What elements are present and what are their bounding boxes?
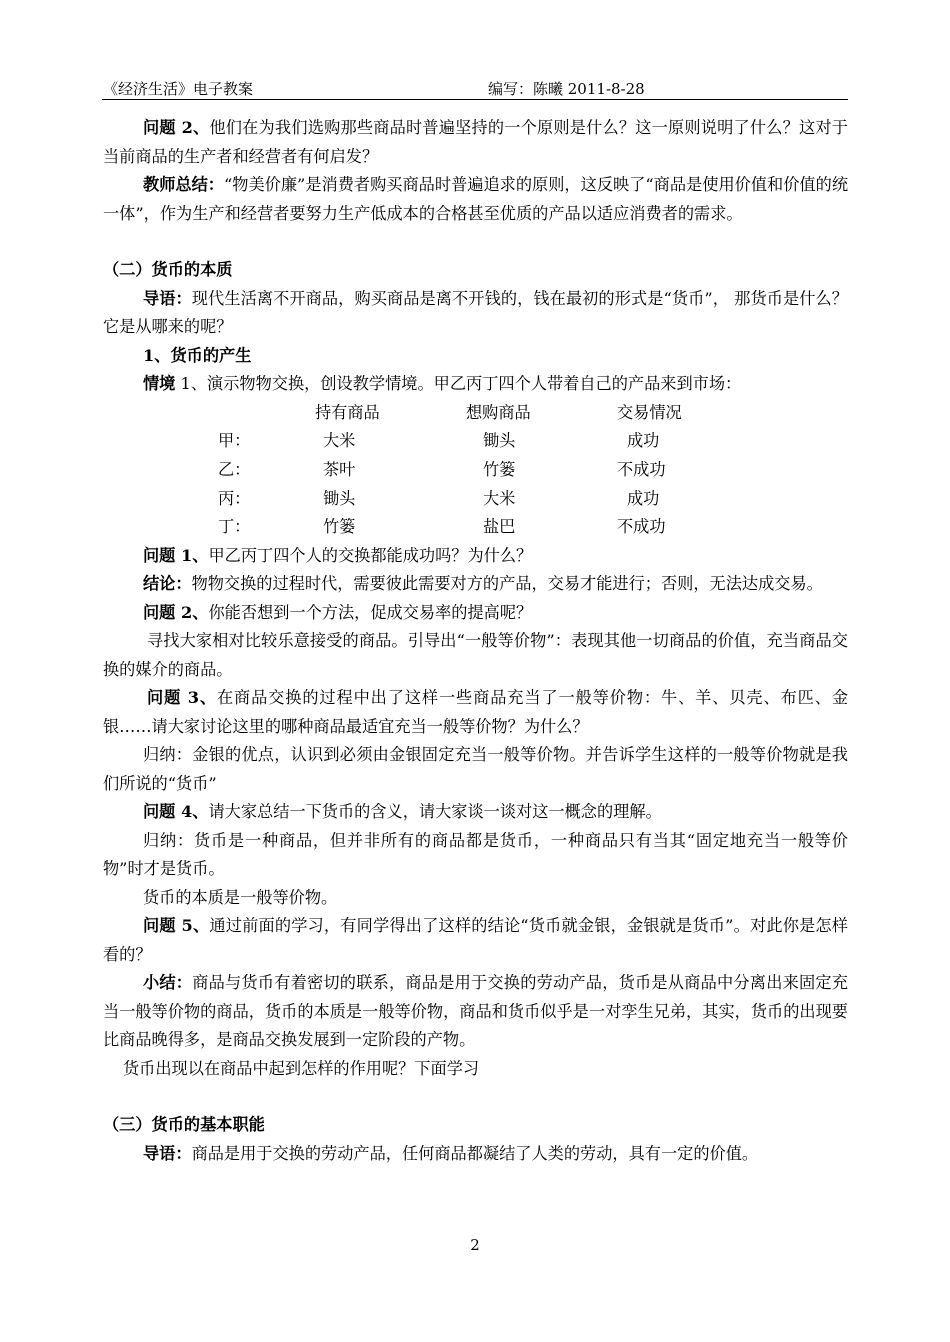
question-3-text: 在商品交换的过程中出了这样一些商品充当了一般等价物：牛、羊、贝壳、布匹、金银……请大家讨论这里的哪种商品最适宜充当一般等价物？为什么？ <box>103 688 849 736</box>
scene-paragraph <box>103 370 848 399</box>
guide-2-paragraph <box>103 1140 848 1169</box>
conclusion-text: 物物交换的过程时代，需要彼此需要对方的产品，交易才能进行；否则，无法达成交易。 <box>191 574 823 593</box>
trade-row-wants: 锄头 <box>483 430 516 450</box>
question-2-label: 问题 2、 <box>143 118 210 137</box>
guide-1-text: 现代生活离不开商品，购买商品是离不开钱的，钱在最初的形式是“货币”， 那货币是什么？它是从哪来的呢？ <box>103 288 848 336</box>
question-2b-text: 你能否想到一个方法，促成交易率的提高呢？ <box>208 602 533 622</box>
trade-row-holds: 锄头 <box>323 488 356 508</box>
trade-header-holds: 持有商品 <box>315 402 380 422</box>
page-content <box>103 114 848 1168</box>
trade-row-holds: 茶叶 <box>323 459 356 479</box>
guide-2-label: 导语： <box>143 1143 192 1163</box>
trade-row-person: 丁： <box>218 516 251 536</box>
trade-row-status: 不成功 <box>617 516 666 536</box>
header-divider <box>102 99 848 100</box>
header-author-date: 编写：陈曦 2011-8-28 <box>488 80 645 98</box>
question-2b-paragraph <box>103 599 848 628</box>
section-2-title-text: （二）货币的本质 <box>103 260 233 279</box>
question-2-paragraph <box>103 114 848 171</box>
spacer <box>103 228 848 256</box>
question-1-paragraph <box>103 542 848 571</box>
trade-table <box>103 399 848 542</box>
trade-row-holds: 竹篓 <box>323 516 356 536</box>
scene-text: 1、演示物物交换，创设教学情境。甲乙丙丁四个人带着自己的产品来到市场： <box>175 374 742 393</box>
subsection-1-title <box>103 342 848 371</box>
question-4-text: 请大家总结一下货币的含义，请大家谈一谈对这一概念的理解。 <box>208 802 662 821</box>
brief-summary-paragraph <box>103 969 848 1055</box>
question-3-label: 问题 3、 <box>147 688 217 707</box>
guide-2-text: 商品是用于交换的劳动产品，任何商品都凝结了人类的劳动，具有一定的价值。 <box>191 1143 759 1163</box>
brief-summary-label: 小结： <box>143 973 193 992</box>
question-1-text: 甲乙丙丁四个人的交换都能成功吗？为什么？ <box>208 545 533 565</box>
next-paragraph: 货币出现以在商品中起到怎样的作用呢？下面学习 <box>123 1058 480 1078</box>
section-2-title <box>103 256 848 285</box>
teacher-summary-text: “物美价廉”是消费者购买商品时普遍追求的原则，这反映了“商品是使用价值和价值的统一体”，作为生产和经营者要努力生产低成本的合格甚至优质的产品以适应消费者的需求。 <box>103 175 849 223</box>
page-number: 2 <box>470 1236 480 1254</box>
trade-row-wants: 大米 <box>483 488 516 508</box>
subsection-1-title-text: 1、货币的产生 <box>143 345 252 365</box>
brief-summary-text: 商品与货币有着密切的联系，商品是用于交换的劳动产品，货币是从商品中分离出来固定充当一般等价物的商品，货币的本质是一般等价物，商品和货币似乎是一对孪生兄弟，其实，货币的出现要比商品晚得多，是商品交换发展到一定阶段的产物。 <box>103 973 848 1049</box>
trade-header-wants: 想购商品 <box>466 402 531 422</box>
trade-row-person: 丙： <box>218 488 251 508</box>
question-2-text: 他们在为我们选购那些商品时普遍坚持的一个原则是什么？这一原则说明了什么？这对于当前商品的生产者和经营者有何启发？ <box>103 118 848 166</box>
header-title: 《经济生活》电子教案 <box>103 80 254 98</box>
spacer <box>103 1083 848 1111</box>
conclusion-label: 结论： <box>143 574 192 593</box>
summary-2-paragraph: 归纳：货币是一种商品，但并非所有的商品都是货币，一种商品只有当其“固定地充当一般等价物”时才是货币。 <box>103 830 848 878</box>
section-3-title <box>103 1111 848 1140</box>
question-1-label: 问题 1、 <box>143 545 209 565</box>
question-4-paragraph <box>103 798 848 827</box>
question-5-paragraph <box>103 912 848 969</box>
essence-paragraph: 货币的本质是一般等价物。 <box>143 887 338 907</box>
trade-row-holds: 大米 <box>323 430 356 450</box>
question-5-text: 通过前面的学习，有同学得出了这样的结论“货币就金银，金银就是货币”。对此你是怎样看的？ <box>103 916 848 964</box>
conclusion-paragraph <box>103 570 848 599</box>
trade-row-wants: 盐巴 <box>483 516 516 536</box>
teacher-summary-paragraph <box>103 171 848 228</box>
section-3-title-text: （三）货币的基本职能 <box>103 1115 265 1134</box>
trade-header-status: 交易情况 <box>617 402 682 422</box>
trade-row-status: 成功 <box>627 488 660 508</box>
teacher-summary-label: 教师总结： <box>143 175 224 194</box>
summary-1-paragraph: 归纳：金银的优点，认识到必须由金银固定充当一般等价物。并告诉学生这样的一般等价物就是我们所说的“货币” <box>103 745 848 793</box>
trade-row-person: 甲： <box>218 430 251 450</box>
trade-row-person: 乙： <box>218 459 251 479</box>
question-2b-label: 问题 2、 <box>143 602 209 622</box>
trade-row-status: 成功 <box>627 430 660 450</box>
question-3-paragraph <box>103 684 848 741</box>
question-4-label: 问题 4、 <box>143 802 209 821</box>
find-paragraph: 寻找大家相对比较乐意接受的商品。引导出“一般等价物”：表现其他一切商品的价值，充当商品交换的媒介的商品。 <box>103 631 848 679</box>
guide-1-paragraph <box>103 285 848 342</box>
guide-1-label: 导语： <box>143 288 192 308</box>
trade-row-status: 不成功 <box>617 459 666 479</box>
question-5-label: 问题 5、 <box>143 916 210 935</box>
scene-label: 情境 <box>143 374 176 393</box>
trade-row-wants: 竹篓 <box>483 459 516 479</box>
